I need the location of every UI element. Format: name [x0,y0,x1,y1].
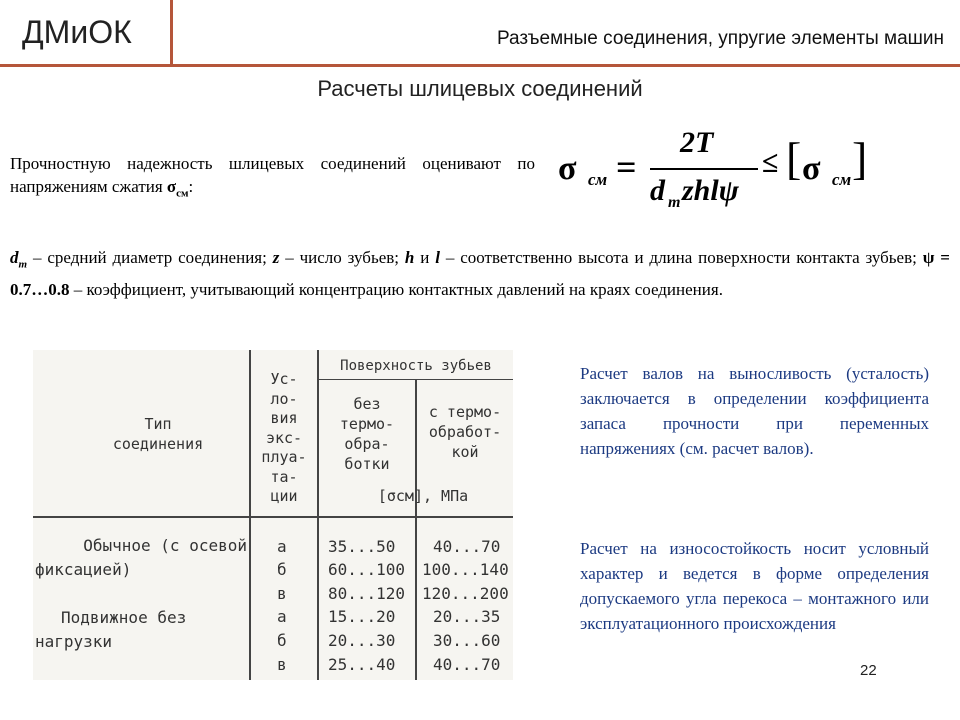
row-4-condition: а [277,607,287,626]
header-heat-1: с термо- [428,403,502,421]
def-z: z [272,248,280,267]
group-regular [35,534,247,582]
intro-tail: : [188,177,194,196]
definitions-paragraph [10,245,950,303]
row-1-heat: 40...70 [433,537,501,556]
header-conditions-3: вия [270,409,298,427]
formula-leq: ≤ [762,146,779,179]
formula-bracket-left: [ [786,133,802,184]
def-text-3: и [414,248,436,267]
intro-sigma-sub: см [176,187,189,200]
def-dm-sub: m [18,258,28,271]
group-movable-line1: Подвижное без [61,608,187,627]
header-conditions-4: экс- [265,428,303,447]
group-movable [35,606,247,654]
header-heat-2: обработ- [428,423,502,441]
header-no-heat-4: ботки [344,455,390,473]
slide-title: Расчеты шлицевых соединений [317,76,643,101]
stress-formula [558,122,898,222]
def-text-1: – средний диаметр соединения; [27,248,273,267]
row-1-condition: а [277,537,287,556]
formula-denominator-d: d [650,174,665,207]
header-conditions-6: та- [270,467,298,486]
header-no-heat-2: термо- [339,415,395,433]
formula-bracket-sigma: σ [802,150,821,187]
header-type [73,414,243,454]
table-line-h2 [33,516,513,518]
row-2-heat: 100...140 [422,560,509,579]
row-3-condition: в [277,584,287,603]
header-conditions-2: ло- [270,389,298,408]
row-5-no-heat: 20...30 [328,631,396,650]
table-line-h1 [319,379,513,380]
header-horizontal-divider [0,64,960,67]
header-heat-3: кой [451,443,479,461]
note-fatigue: Расчет валов на выносливость (усталость) заключается в определении коэффициента запаса прочности при переменных напряжениях (см. расчет валов). [580,364,929,458]
formula-bracket-sub: см [832,170,852,189]
def-dm: d [10,248,19,267]
header-no-heat [319,394,415,474]
note-wear: Расчет на износостойкость носит условный характер и ведется в форме определения допускаемого угла перекоса – монтажного или эксплуатационного происхождения [580,539,929,633]
header-type-line1: Тип [144,415,172,433]
header-no-heat-1: без [353,395,381,413]
def-text-4: – соответственно высота и длина поверхности контакта зубьев; [439,248,923,267]
logo: ДМиОК [22,13,132,50]
header-heat [417,402,513,462]
row-6-heat: 40...70 [433,655,501,674]
page-number: 22 [860,662,877,679]
group-regular-line2: фиксацией) [35,560,132,579]
formula-fraction-bar [650,168,758,170]
formula-sigma: σ [558,150,577,187]
header-conditions [251,370,317,507]
intro-text: Прочностную надежность шлицевых соединений оценивают по напряжениям сжатия [10,154,535,196]
header-title: Разъемные соединения, упругие элементы машин [496,28,944,49]
header-units: [σсм], МПа [377,487,469,505]
row-4-no-heat: 15...20 [328,607,396,626]
formula-numerator: 2T [680,126,714,159]
formula-denominator-sub: m [668,194,681,211]
def-text-2: – число зубьев; [279,248,405,267]
header-conditions-5: плуа- [261,448,307,466]
intro-sigma: σ [166,177,177,196]
row-6-no-heat: 25...40 [328,655,396,674]
row-3-heat: 120...200 [422,584,509,603]
row-6-condition: в [277,655,287,674]
group-movable-line2: нагрузки [35,632,113,651]
def-text-5: – коэффициент, учитывающий концентрацию контактных давлений на краях соединения. [69,280,723,300]
formula-equals: = [616,147,637,187]
def-psi: ψ = 0.7…0.8 [10,248,950,300]
def-h: h [404,248,415,267]
def-l: l [435,248,440,267]
header-no-heat-3: обра- [344,435,390,453]
row-3-no-heat: 80...120 [328,584,406,603]
formula-bracket-right: ] [852,133,868,184]
group-regular-line1: Обычное (с осевой [83,536,247,555]
formula-denominator-rest: zhlψ [682,174,739,207]
row-5-condition: б [277,631,287,650]
header-conditions-1: Ус- [270,370,298,388]
row-2-condition: б [277,560,287,579]
header-conditions-7: ции [270,487,298,505]
formula-sigma-sub: см [588,170,608,189]
row-4-heat: 20...35 [433,607,501,626]
row-1-no-heat: 35...50 [328,537,396,556]
row-5-heat: 30...60 [433,631,501,650]
header-type-line2: соединения [112,435,204,453]
row-2-no-heat: 60...100 [328,560,406,579]
header-vertical-divider [170,0,173,64]
intro-paragraph [10,152,535,205]
header-surface: Поверхность зубьев [340,358,492,374]
